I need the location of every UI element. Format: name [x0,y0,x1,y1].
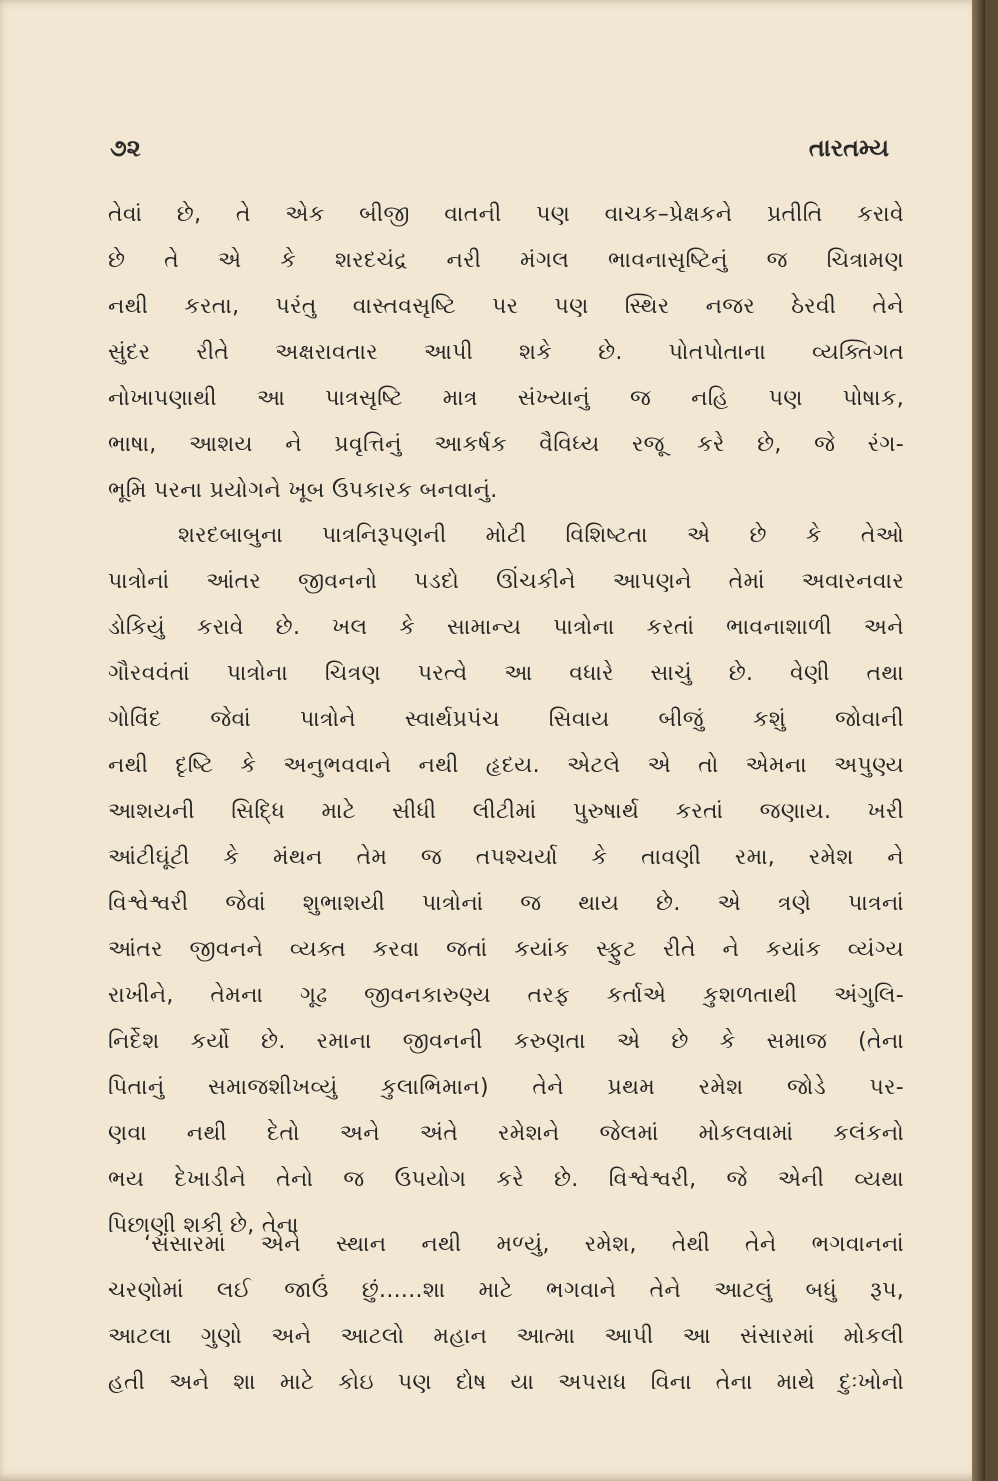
quoted-paragraph [108,1222,904,1406]
text-line: શરદબાબુના પાત્રનિરૂપણની મોટી વિશિષ્ટતા એ છે કે તેઓ [178,523,904,548]
text-line: પાત્રોનાં આંતર જીવનનો પડદો ઊંચકીને આપણને તેમાં અવારનવાર [108,569,904,594]
text-line: ણવા નથી દેતો અને અંતે રમેશને જેલમાં મોકલવામાં કલંકનો [108,1121,904,1146]
text-line: નથી કરતા, પરંતુ વાસ્તવસૃષ્ટિ પર પણ સ્થિર નજર ઠેરવી તેને [108,294,904,319]
text-line: રાખીને, તેમના ગૂઢ જીવનકારુણ્ય તરફ કર્તાએ કુશળતાથી અંગુલિ- [108,983,904,1008]
text-line: નોખાપણાથી આ પાત્રસૃષ્ટિ માત્ર સંખ્યાનું જ નહિ પણ પોષાક, [108,386,904,411]
text-line: આશયની સિદ્ધિ માટે સીધી લીટીમાં પુરુષાર્થ કરતાં જણાય. ખરી [108,799,904,824]
text-line: ભાષા, આશય ને પ્રવૃત્તિનું આકર્ષક વૈવિધ્ય રજૂ કરે છે, જે રંગ- [108,432,904,457]
running-head-title: તારતમ્ય [808,134,889,162]
text-line: સુંદર રીતે અક્ષરાવતાર આપી શકે છે. પોતપોતાના વ્યક્તિગત [108,340,904,365]
text-line: તેવાં છે, તે એક બીજી વાતની પણ વાચક–પ્રેક્ષકને પ્રતીતિ કરાવે [108,202,904,227]
text-line: આંતર જીવનને વ્યક્ત કરવા જતાં કયાંક સ્ફુટ રીતે ને કયાંક વ્યંગ્ય [108,937,904,962]
text-line: ડોકિયું કરાવે છે. ખલ કે સામાન્ય પાત્રોના કરતાં ભાવનાશાળી અને [108,615,904,640]
text-line: ચરણોમાં લઈ જાઉં છું......શા માટે ભગવાને તેને આટલું બધું રૂપ, [108,1278,904,1303]
text-line: પિછાણી શકી છે, તેના [108,1213,299,1238]
text-line: નથી દૃષ્ટિ કે અનુભવવાને નથી હૃદય. એટલે એ તો એમના અપુણ્ય [108,753,904,778]
text-line: હતી અને શા માટે કોઇ પણ દોષ યા અપરાધ વિના તેના માથે દુઃખોનો [108,1370,904,1395]
text-line: આટલા ગુણો અને આટલો મહાન આત્મા આપી આ સંસારમાં મોકલી [108,1324,904,1349]
paragraph-2 [108,513,904,1249]
paragraph-1 [108,192,904,514]
text-line: વિશ્વેશ્વરી જેવાં શુભાશયી પાત્રોનાં જ થાય છે. એ ત્રણે પાત્રનાં [108,891,904,916]
text-line: ભય દેખાડીને તેનો જ ઉપયોગ કરે છે. વિશ્વેશ્વરી, જે એની વ્યથા [108,1167,904,1192]
text-line: છે તે એ કે શરદચંદ્ર નરી મંગલ ભાવનાસૃષ્ટિનું જ ચિત્રામણ [108,248,904,273]
text-line: ગોવિંદ જેવાં પાત્રોને સ્વાર્થપ્રપંચ સિવાય બીજું કશું જોવાની [108,707,904,732]
text-line: ગૌરવવંતાં પાત્રોના ચિત્રણ પરત્વે આ વધારે સાચું છે. વેણી તથા [108,661,904,686]
text-line: ભૂમિ પરના પ્રયોગને ખૂબ ઉપકારક બનવાનું. [108,478,498,503]
text-line: નિર્દેશ કર્યો છે. રમાના જીવનની કરુણતા એ છે કે સમાજ (તેના [108,1029,904,1054]
text-line: આંટીઘૂંટી કે મંથન તેમ જ તપશ્ચર્યા કે તાવણી રમા, રમેશ ને [108,845,904,870]
text-line: પિતાનું સમાજશીખવ્યું કુલાભિમાન) તેને પ્રથમ રમેશ જોડે પર- [108,1075,904,1100]
page-number: ૭૨ [110,134,141,162]
page-edge-shadow [972,0,985,1481]
text-line: ‘સંસારમાં એને સ્થાન નથી મળ્યું, રમેશ, તેથી તેને ભગવાનનાં [144,1232,904,1257]
